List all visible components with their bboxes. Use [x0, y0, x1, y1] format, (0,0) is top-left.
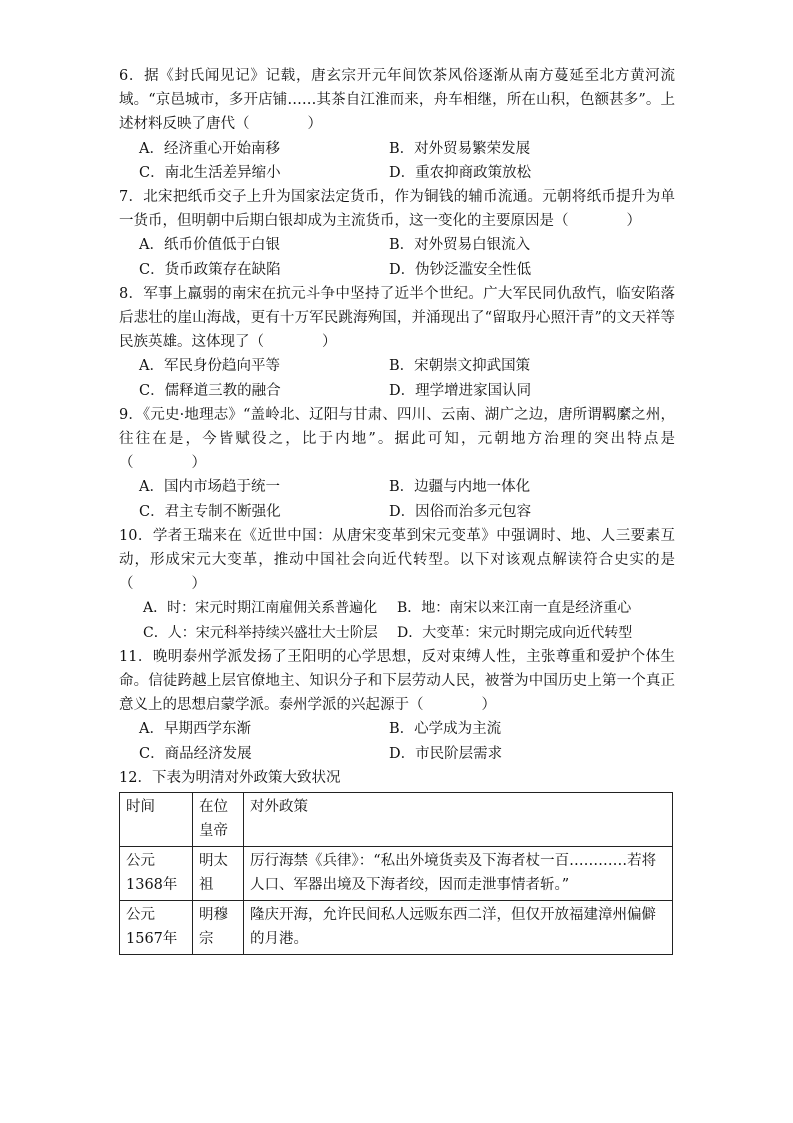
option-b[interactable]: B．地：南宋以来江南一直是经济重心 [397, 600, 632, 617]
option-a[interactable]: A．时：宋元时期江南雇佣关系普遍化 [143, 600, 378, 617]
table-header-cell: 对外政策 [244, 793, 673, 847]
option-c[interactable]: C．儒释道三教的融合 [139, 382, 281, 399]
table-header-row [120, 793, 673, 847]
option-d[interactable]: D．伪钞泛滥安全性低 [389, 261, 532, 278]
question-10-options [119, 596, 675, 644]
table-cell-policy: 厉行海禁《兵律》：“私出外境货卖及下海者杖一百…………若将人口、军器出境及下海者绞，因而走泄事情者斩。” [244, 847, 673, 901]
table-cell-emperor: 明太祖 [193, 847, 244, 901]
option-b[interactable]: B．对外贸易白银流入 [389, 237, 531, 254]
table-row [120, 847, 673, 901]
question-10-stem: 10．学者王瑞来在《近世中国：从唐宋变革到宋元变革》中强调时、地、人三要素互动，形成宋元大变革，推动中国社会向近代转型。以下对该观点解读符合史实的是（ ） [119, 527, 675, 593]
policy-table [119, 792, 673, 955]
question-9-options [119, 475, 675, 523]
question-8-options [119, 354, 675, 402]
option-b[interactable]: B．宋朝崇文抑武国策 [389, 358, 531, 375]
option-c[interactable]: C．货币政策存在缺陷 [139, 261, 281, 278]
question-7-options [119, 233, 675, 281]
table-cell-policy: 隆庆开海，允许民间私人远贩东西二洋，但仅开放福建漳州偏僻的月港。 [244, 901, 673, 955]
option-d[interactable]: D．重农抑商政策放松 [389, 164, 532, 181]
option-c[interactable]: C．君主专制不断强化 [139, 503, 281, 520]
question-7-stem: 7．北宋把纸币交子上升为国家法定货币，作为铜钱的辅币流通。元朝将纸币提升为单一货币，但明朝中后期白银却成为主流货币，这一变化的主要原因是（ ） [119, 189, 675, 230]
table-header-cell: 在位皇帝 [193, 793, 244, 847]
option-b[interactable]: B．对外贸易繁荣发展 [389, 140, 531, 157]
table-row [120, 901, 673, 955]
option-c[interactable]: C．南北生活差异缩小 [139, 164, 281, 181]
question-8-stem: 8．军事上羸弱的南宋在抗元斗争中坚持了近半个世纪。广大军民同仇敌忾，临安陷落后悲壮的崖山海战，更有十万军民跳海殉国，并涌现出了“留取丹心照汗青”的文天祥等民族英雄。这体现了（ ） [119, 285, 675, 351]
option-b[interactable]: B．边疆与内地一体化 [389, 479, 531, 496]
table-cell-time: 公元1567年 [120, 901, 193, 955]
exam-page [119, 64, 675, 955]
option-d[interactable]: D．大变革：宋元时期完成向近代转型 [397, 624, 633, 641]
option-a[interactable]: A．军民身份趋向平等 [139, 358, 280, 375]
option-b[interactable]: B．心学成为主流 [389, 721, 502, 738]
table-cell-time: 公元1368年 [120, 847, 193, 901]
option-a[interactable]: A．纸币价值低于白银 [139, 237, 280, 254]
question-12-stem: 12．下表为明清对外政策大致状况 [119, 769, 341, 786]
option-d[interactable]: D．因俗而治多元包容 [389, 503, 532, 520]
table-header-cell: 时间 [120, 793, 193, 847]
option-a[interactable]: A．经济重心开始南移 [139, 140, 280, 157]
option-a[interactable]: A．国内市场趋于统一 [139, 479, 280, 496]
question-9-stem: 9．《元史·地理志》“盖岭北、辽阳与甘肃、四川、云南、湖广之边，唐所谓羁縻之州，往往在是，今皆赋役之，比于内地”。据此可知，元朝地方治理的突出特点是（ ） [119, 406, 675, 472]
question-11-stem: 11．晚明泰州学派发扬了王阳明的心学思想，反对束缚人性，主张尊重和爱护个体生命。信徒跨越上层官僚地主、知识分子和下层劳动人民，被誉为中国历史上第一个真正意义上的思想启蒙学派。泰州学派的兴起源于（ ） [119, 648, 675, 714]
question-6-options [119, 137, 675, 185]
question-11-options [119, 717, 675, 765]
option-a[interactable]: A．早期西学东渐 [139, 721, 251, 738]
option-c[interactable]: C．商品经济发展 [139, 745, 252, 762]
option-d[interactable]: D．理学增进家国认同 [389, 382, 532, 399]
option-d[interactable]: D．市民阶层需求 [389, 745, 503, 762]
table-cell-emperor: 明穆宗 [193, 901, 244, 955]
question-6-stem: 6．据《封氏闻见记》记载，唐玄宗开元年间饮茶风俗逐渐从南方蔓延至北方黄河流域。“京邑城市，多开店铺……其茶自江淮而来，舟车相继，所在山积，色额甚多”。上述材料反映了唐代（ ） [119, 68, 675, 133]
option-c[interactable]: C．人：宋元科举持续兴盛壮大士阶层 [143, 624, 378, 641]
